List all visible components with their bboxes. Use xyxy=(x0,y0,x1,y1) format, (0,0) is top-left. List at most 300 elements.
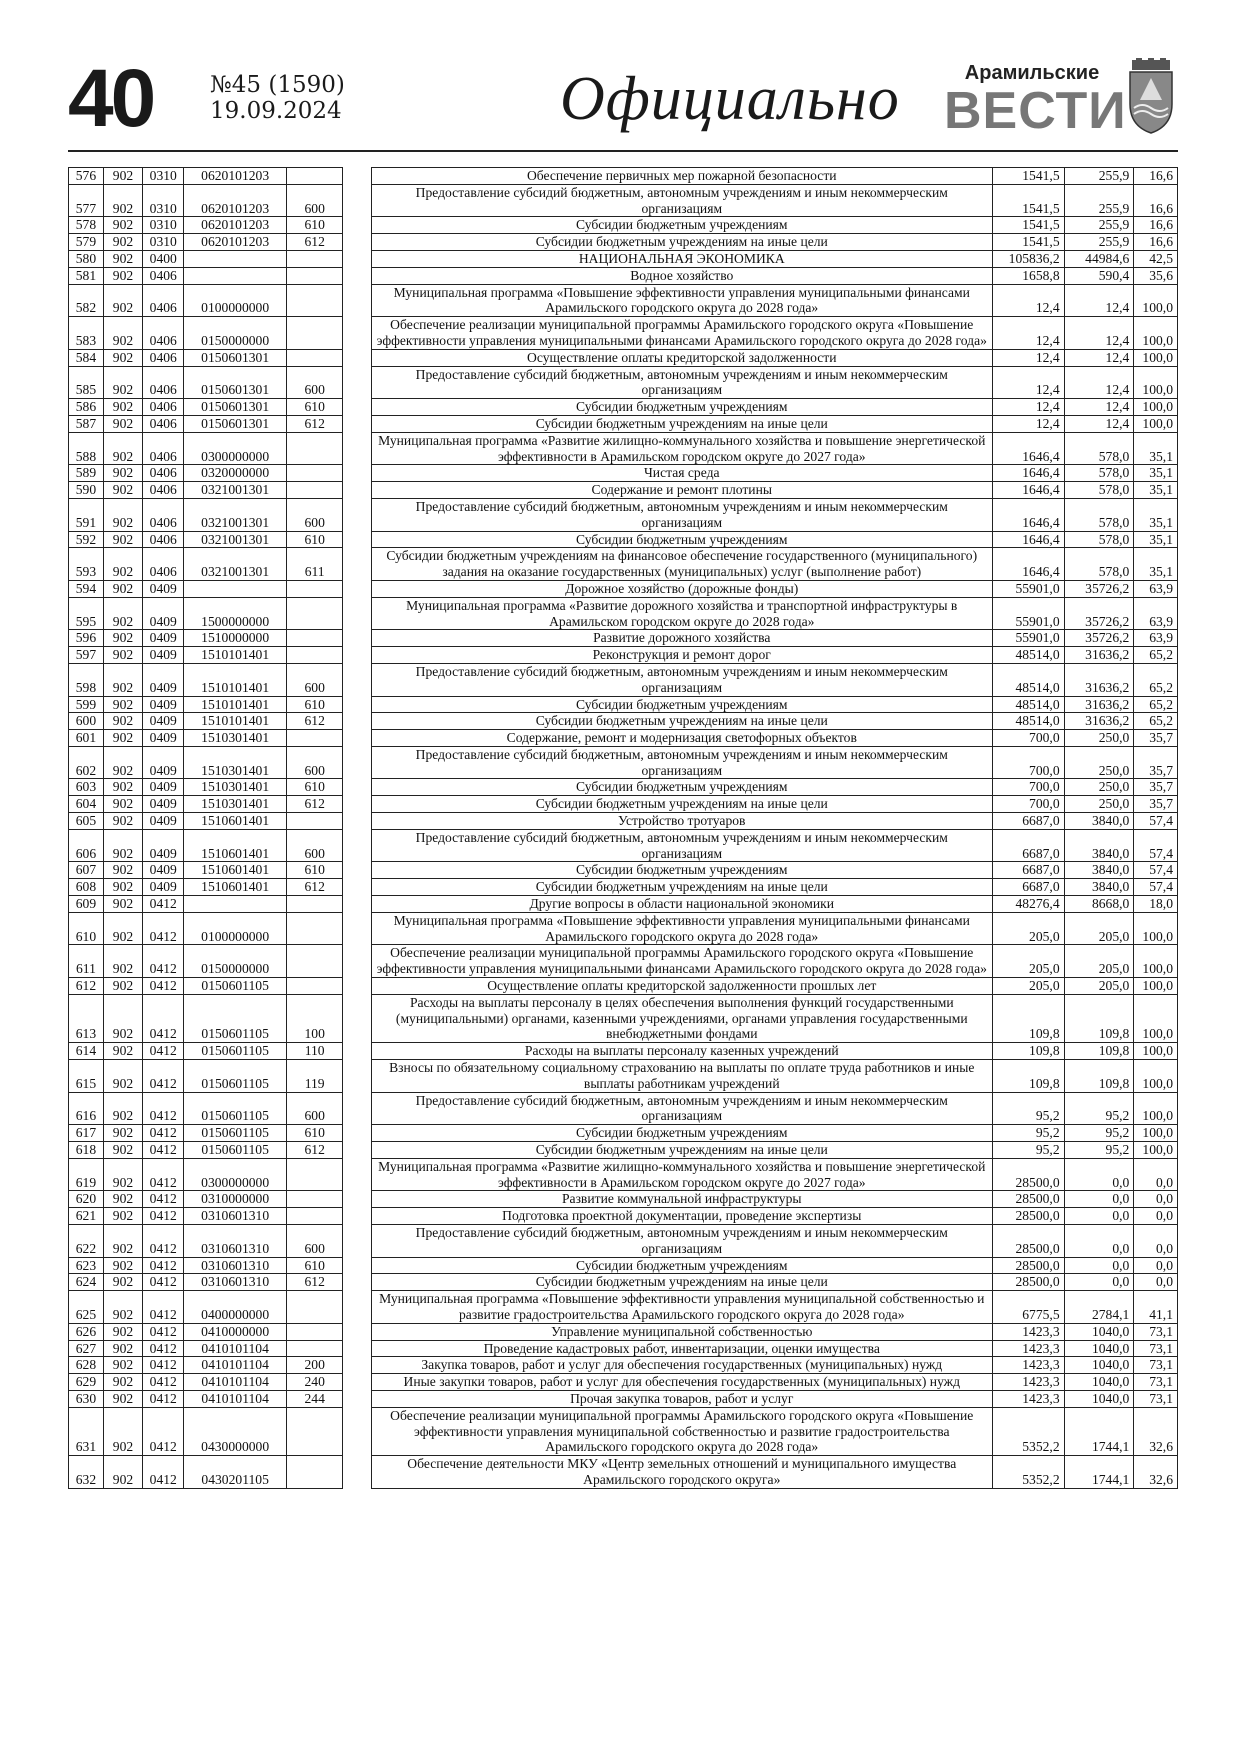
description-cell: Обеспечение деятельности МКУ «Центр земельных отношений и муниципального имущества Арамильского городского округа» xyxy=(371,1456,992,1489)
expense-type-cell xyxy=(286,1291,343,1324)
section-code-cell: 0409 xyxy=(143,597,184,630)
section-code-cell: 0412 xyxy=(143,1456,184,1489)
spacer-cell xyxy=(343,1060,371,1093)
row-number-cell: 617 xyxy=(69,1125,104,1142)
percent-cell: 100,0 xyxy=(1134,945,1178,978)
description-cell: Другие вопросы в области национальной экономики xyxy=(371,896,992,913)
spacer-cell xyxy=(343,415,371,432)
planned-amount-cell: 95,2 xyxy=(992,1142,1064,1159)
target-article-cell: 1510601401 xyxy=(184,813,286,830)
expense-type-cell: 611 xyxy=(286,548,343,581)
row-number-cell: 631 xyxy=(69,1407,104,1455)
section-code-cell: 0412 xyxy=(143,1158,184,1191)
spacer-cell xyxy=(343,1142,371,1159)
table-row xyxy=(69,1158,1178,1191)
budget-rows xyxy=(69,168,1178,1489)
target-article-cell: 0150601105 xyxy=(184,1060,286,1093)
section-code-cell: 0409 xyxy=(143,713,184,730)
section-code-cell: 0406 xyxy=(143,267,184,284)
section-code-cell: 0412 xyxy=(143,994,184,1042)
executed-amount-cell: 578,0 xyxy=(1064,498,1134,531)
table-row xyxy=(69,1374,1178,1391)
description-cell: Муниципальная программа «Развитие дорожного хозяйства и транспортной инфраструктуры в Арамильском городском округе до 2028 года» xyxy=(371,597,992,630)
ministry-code-cell: 902 xyxy=(103,1390,142,1407)
executed-amount-cell: 250,0 xyxy=(1064,746,1134,779)
table-row xyxy=(69,184,1178,217)
planned-amount-cell: 55901,0 xyxy=(992,630,1064,647)
section-code-cell: 0412 xyxy=(143,1125,184,1142)
expense-type-cell: 610 xyxy=(286,1125,343,1142)
row-number-cell: 579 xyxy=(69,234,104,251)
target-article-cell: 1510101401 xyxy=(184,696,286,713)
executed-amount-cell: 250,0 xyxy=(1064,796,1134,813)
target-article-cell: 0410101104 xyxy=(184,1357,286,1374)
planned-amount-cell: 1423,3 xyxy=(992,1323,1064,1340)
table-row xyxy=(69,168,1178,185)
percent-cell: 73,1 xyxy=(1134,1340,1178,1357)
spacer-cell xyxy=(343,366,371,399)
executed-amount-cell: 3840,0 xyxy=(1064,829,1134,862)
ministry-code-cell: 902 xyxy=(103,796,142,813)
section-code-cell: 0406 xyxy=(143,531,184,548)
row-number-cell: 583 xyxy=(69,317,104,350)
ministry-code-cell: 902 xyxy=(103,482,142,499)
planned-amount-cell: 205,0 xyxy=(992,945,1064,978)
executed-amount-cell: 1040,0 xyxy=(1064,1374,1134,1391)
ministry-code-cell: 902 xyxy=(103,779,142,796)
row-number-cell: 622 xyxy=(69,1225,104,1258)
row-number-cell: 603 xyxy=(69,779,104,796)
row-number-cell: 620 xyxy=(69,1191,104,1208)
planned-amount-cell: 28500,0 xyxy=(992,1158,1064,1191)
section-code-cell: 0409 xyxy=(143,813,184,830)
executed-amount-cell: 95,2 xyxy=(1064,1142,1134,1159)
table-row xyxy=(69,1060,1178,1093)
executed-amount-cell: 31636,2 xyxy=(1064,647,1134,664)
table-row xyxy=(69,994,1178,1042)
percent-cell: 0,0 xyxy=(1134,1208,1178,1225)
row-number-cell: 592 xyxy=(69,531,104,548)
planned-amount-cell: 700,0 xyxy=(992,746,1064,779)
spacer-cell xyxy=(343,349,371,366)
ministry-code-cell: 902 xyxy=(103,1357,142,1374)
spacer-cell xyxy=(343,580,371,597)
planned-amount-cell: 1646,4 xyxy=(992,482,1064,499)
percent-cell: 57,4 xyxy=(1134,879,1178,896)
section-code-cell: 0412 xyxy=(143,945,184,978)
section-code-cell: 0406 xyxy=(143,349,184,366)
expense-type-cell xyxy=(286,1191,343,1208)
section-code-cell: 0310 xyxy=(143,234,184,251)
expense-type-cell: 600 xyxy=(286,1092,343,1125)
planned-amount-cell: 6687,0 xyxy=(992,829,1064,862)
row-number-cell: 594 xyxy=(69,580,104,597)
description-cell: Муниципальная программа «Развитие жилищно-коммунального хозяйства и повышение энергетической эффективности в Арамильском городском округе до 2027 года» xyxy=(371,432,992,465)
executed-amount-cell: 205,0 xyxy=(1064,978,1134,995)
target-article-cell: 0321001301 xyxy=(184,482,286,499)
description-cell: Развитие коммунальной инфраструктуры xyxy=(371,1191,992,1208)
spacer-cell xyxy=(343,630,371,647)
executed-amount-cell: 31636,2 xyxy=(1064,696,1134,713)
section-code-cell: 0412 xyxy=(143,1340,184,1357)
spacer-cell xyxy=(343,267,371,284)
ministry-code-cell: 902 xyxy=(103,234,142,251)
ministry-code-cell: 902 xyxy=(103,1208,142,1225)
section-code-cell: 0406 xyxy=(143,482,184,499)
expense-type-cell: 612 xyxy=(286,796,343,813)
description-cell: Развитие дорожного хозяйства xyxy=(371,630,992,647)
planned-amount-cell: 95,2 xyxy=(992,1125,1064,1142)
section-code-cell: 0406 xyxy=(143,284,184,317)
executed-amount-cell: 0,0 xyxy=(1064,1274,1134,1291)
section-code-cell: 0409 xyxy=(143,647,184,664)
percent-cell: 100,0 xyxy=(1134,399,1178,416)
table-row xyxy=(69,267,1178,284)
spacer-cell xyxy=(343,713,371,730)
planned-amount-cell: 1423,3 xyxy=(992,1357,1064,1374)
target-article-cell: 0310601310 xyxy=(184,1208,286,1225)
target-article-cell: 1510101401 xyxy=(184,713,286,730)
description-cell: Подготовка проектной документации, проведение экспертизы xyxy=(371,1208,992,1225)
expense-type-cell: 612 xyxy=(286,415,343,432)
description-cell: Субсидии бюджетным учреждениям xyxy=(371,399,992,416)
target-article-cell: 0410101104 xyxy=(184,1374,286,1391)
ministry-code-cell: 902 xyxy=(103,829,142,862)
executed-amount-cell: 255,9 xyxy=(1064,168,1134,185)
table-row xyxy=(69,879,1178,896)
expense-type-cell: 600 xyxy=(286,184,343,217)
spacer-cell xyxy=(343,663,371,696)
ministry-code-cell: 902 xyxy=(103,630,142,647)
table-row xyxy=(69,779,1178,796)
expense-type-cell: 200 xyxy=(286,1357,343,1374)
expense-type-cell xyxy=(286,1323,343,1340)
executed-amount-cell: 1040,0 xyxy=(1064,1340,1134,1357)
table-row xyxy=(69,696,1178,713)
ministry-code-cell: 902 xyxy=(103,713,142,730)
table-row xyxy=(69,1142,1178,1159)
description-cell: Субсидии бюджетным учреждениям xyxy=(371,1125,992,1142)
percent-cell: 57,4 xyxy=(1134,862,1178,879)
ministry-code-cell: 902 xyxy=(103,1407,142,1455)
table-row xyxy=(69,465,1178,482)
ministry-code-cell: 902 xyxy=(103,531,142,548)
spacer-cell xyxy=(343,548,371,581)
table-row xyxy=(69,630,1178,647)
section-code-cell: 0412 xyxy=(143,1043,184,1060)
executed-amount-cell: 95,2 xyxy=(1064,1125,1134,1142)
percent-cell: 65,2 xyxy=(1134,647,1178,664)
planned-amount-cell: 28500,0 xyxy=(992,1257,1064,1274)
table-row xyxy=(69,597,1178,630)
ministry-code-cell: 902 xyxy=(103,349,142,366)
description-cell: Закупка товаров, работ и услуг для обеспечения государственных (муниципальных) нужд xyxy=(371,1357,992,1374)
row-number-cell: 621 xyxy=(69,1208,104,1225)
target-article-cell: 0430000000 xyxy=(184,1407,286,1455)
row-number-cell: 586 xyxy=(69,399,104,416)
section-code-cell: 0412 xyxy=(143,1142,184,1159)
executed-amount-cell: 2784,1 xyxy=(1064,1291,1134,1324)
description-cell: НАЦИОНАЛЬНАЯ ЭКОНОМИКА xyxy=(371,250,992,267)
target-article-cell: 0150601301 xyxy=(184,415,286,432)
percent-cell: 63,9 xyxy=(1134,597,1178,630)
ministry-code-cell: 902 xyxy=(103,184,142,217)
spacer-cell xyxy=(343,498,371,531)
table-row xyxy=(69,796,1178,813)
executed-amount-cell: 578,0 xyxy=(1064,465,1134,482)
ministry-code-cell: 902 xyxy=(103,1374,142,1391)
section-code-cell: 0409 xyxy=(143,663,184,696)
expense-type-cell: 600 xyxy=(286,663,343,696)
table-row xyxy=(69,1191,1178,1208)
spacer-cell xyxy=(343,730,371,747)
percent-cell: 100,0 xyxy=(1134,1125,1178,1142)
percent-cell: 63,9 xyxy=(1134,580,1178,597)
ministry-code-cell: 902 xyxy=(103,896,142,913)
spacer-cell xyxy=(343,779,371,796)
executed-amount-cell: 3840,0 xyxy=(1064,813,1134,830)
ministry-code-cell: 902 xyxy=(103,498,142,531)
section-code-cell: 0412 xyxy=(143,1390,184,1407)
section-title: Официально xyxy=(560,65,900,133)
row-number-cell: 589 xyxy=(69,465,104,482)
row-number-cell: 615 xyxy=(69,1060,104,1093)
target-article-cell: 1510000000 xyxy=(184,630,286,647)
row-number-cell: 580 xyxy=(69,250,104,267)
spacer-cell xyxy=(343,1291,371,1324)
table-row xyxy=(69,432,1178,465)
expense-type-cell: 610 xyxy=(286,696,343,713)
planned-amount-cell: 700,0 xyxy=(992,779,1064,796)
budget-table xyxy=(68,167,1178,1489)
ministry-code-cell: 902 xyxy=(103,945,142,978)
target-article-cell: 0620101203 xyxy=(184,217,286,234)
planned-amount-cell: 6687,0 xyxy=(992,813,1064,830)
spacer-cell xyxy=(343,879,371,896)
row-number-cell: 593 xyxy=(69,548,104,581)
ministry-code-cell: 902 xyxy=(103,1257,142,1274)
table-row xyxy=(69,1323,1178,1340)
table-row xyxy=(69,399,1178,416)
description-cell: Субсидии бюджетным учреждениям на иные цели xyxy=(371,1142,992,1159)
executed-amount-cell: 1040,0 xyxy=(1064,1390,1134,1407)
percent-cell: 16,6 xyxy=(1134,168,1178,185)
spacer-cell xyxy=(343,896,371,913)
description-cell: Субсидии бюджетным учреждениям на иные цели xyxy=(371,1274,992,1291)
planned-amount-cell: 1423,3 xyxy=(992,1374,1064,1391)
planned-amount-cell: 6687,0 xyxy=(992,879,1064,896)
row-number-cell: 578 xyxy=(69,217,104,234)
expense-type-cell xyxy=(286,896,343,913)
executed-amount-cell: 44984,6 xyxy=(1064,250,1134,267)
section-code-cell: 0409 xyxy=(143,796,184,813)
planned-amount-cell: 6775,5 xyxy=(992,1291,1064,1324)
table-row xyxy=(69,1274,1178,1291)
ministry-code-cell: 902 xyxy=(103,465,142,482)
executed-amount-cell: 255,9 xyxy=(1064,184,1134,217)
spacer-cell xyxy=(343,432,371,465)
description-cell: Осуществление оплаты кредиторской задолженности xyxy=(371,349,992,366)
expense-type-cell xyxy=(286,250,343,267)
target-article-cell: 0320000000 xyxy=(184,465,286,482)
ministry-code-cell: 902 xyxy=(103,168,142,185)
ministry-code-cell: 902 xyxy=(103,250,142,267)
row-number-cell: 585 xyxy=(69,366,104,399)
description-cell: Иные закупки товаров, работ и услуг для обеспечения государственных (муниципальных) нужд xyxy=(371,1374,992,1391)
target-article-cell: 0620101203 xyxy=(184,184,286,217)
planned-amount-cell: 48276,4 xyxy=(992,896,1064,913)
planned-amount-cell: 28500,0 xyxy=(992,1274,1064,1291)
section-code-cell: 0412 xyxy=(143,912,184,945)
executed-amount-cell: 1744,1 xyxy=(1064,1456,1134,1489)
target-article-cell: 1500000000 xyxy=(184,597,286,630)
spacer-cell xyxy=(343,1357,371,1374)
target-article-cell xyxy=(184,250,286,267)
table-row xyxy=(69,1291,1178,1324)
row-number-cell: 597 xyxy=(69,647,104,664)
expense-type-cell xyxy=(286,267,343,284)
executed-amount-cell: 31636,2 xyxy=(1064,713,1134,730)
expense-type-cell xyxy=(286,1340,343,1357)
percent-cell: 35,1 xyxy=(1134,531,1178,548)
expense-type-cell xyxy=(286,168,343,185)
issue-date: 19.09.2024 xyxy=(210,98,342,124)
target-article-cell: 0430201105 xyxy=(184,1456,286,1489)
ministry-code-cell: 902 xyxy=(103,1274,142,1291)
table-row xyxy=(69,317,1178,350)
table-row xyxy=(69,896,1178,913)
table-row xyxy=(69,250,1178,267)
target-article-cell: 0300000000 xyxy=(184,432,286,465)
section-code-cell: 0412 xyxy=(143,1291,184,1324)
description-cell: Муниципальная программа «Повышение эффективности управления муниципальной собственностью и развитие градостроительства Арамильского городского округа до 2028 года» xyxy=(371,1291,992,1324)
target-article-cell: 0100000000 xyxy=(184,284,286,317)
target-article-cell: 1510301401 xyxy=(184,796,286,813)
description-cell: Субсидии бюджетным учреждениям на финансовое обеспечение государственного (муниципального) задания на оказание государственных (муниципальных) услуг (выполнение работ) xyxy=(371,548,992,581)
table-row xyxy=(69,1092,1178,1125)
description-cell: Осуществление оплаты кредиторской задолженности прошлых лет xyxy=(371,978,992,995)
executed-amount-cell: 0,0 xyxy=(1064,1158,1134,1191)
spacer-cell xyxy=(343,1158,371,1191)
target-article-cell xyxy=(184,267,286,284)
description-cell: Обеспечение реализации муниципальной программы Арамильского городского округа «Повышение эффективности управления муниципальной собственностью и развитие градостроительства Арамильского городского округа до 2028 года» xyxy=(371,1407,992,1455)
expense-type-cell xyxy=(286,597,343,630)
description-cell: Обеспечение первичных мер пожарной безопасности xyxy=(371,168,992,185)
table-row xyxy=(69,1043,1178,1060)
description-cell: Предоставление субсидий бюджетным, автономным учреждениям и иным некоммерческим организациям xyxy=(371,498,992,531)
executed-amount-cell: 578,0 xyxy=(1064,531,1134,548)
expense-type-cell xyxy=(286,1208,343,1225)
spacer-cell xyxy=(343,696,371,713)
executed-amount-cell: 95,2 xyxy=(1064,1092,1134,1125)
target-article-cell: 1510301401 xyxy=(184,730,286,747)
planned-amount-cell: 205,0 xyxy=(992,978,1064,995)
description-cell: Муниципальная программа «Развитие жилищно-коммунального хозяйства и повышение энергетической эффективности в Арамильском городском округе до 2027 года» xyxy=(371,1158,992,1191)
target-article-cell: 1510601401 xyxy=(184,829,286,862)
expense-type-cell: 612 xyxy=(286,1142,343,1159)
description-cell: Взносы по обязательному социальному страхованию на выплаты по оплате труда работников и иные выплаты работникам учреждений xyxy=(371,1060,992,1093)
planned-amount-cell: 109,8 xyxy=(992,1060,1064,1093)
row-number-cell: 618 xyxy=(69,1142,104,1159)
description-cell: Водное хозяйство xyxy=(371,267,992,284)
section-code-cell: 0310 xyxy=(143,168,184,185)
ministry-code-cell: 902 xyxy=(103,1043,142,1060)
executed-amount-cell: 1040,0 xyxy=(1064,1323,1134,1340)
row-number-cell: 632 xyxy=(69,1456,104,1489)
section-code-cell: 0412 xyxy=(143,1323,184,1340)
table-row xyxy=(69,746,1178,779)
section-code-cell: 0406 xyxy=(143,548,184,581)
executed-amount-cell: 590,4 xyxy=(1064,267,1134,284)
executed-amount-cell: 35726,2 xyxy=(1064,630,1134,647)
spacer-cell xyxy=(343,945,371,978)
executed-amount-cell: 109,8 xyxy=(1064,1060,1134,1093)
logo-main-text: ВЕСТИ xyxy=(944,82,1127,140)
row-number-cell: 610 xyxy=(69,912,104,945)
spacer-cell xyxy=(343,1043,371,1060)
executed-amount-cell: 250,0 xyxy=(1064,779,1134,796)
expense-type-cell: 600 xyxy=(286,1225,343,1258)
expense-type-cell: 610 xyxy=(286,399,343,416)
planned-amount-cell: 28500,0 xyxy=(992,1191,1064,1208)
spacer-cell xyxy=(343,1340,371,1357)
percent-cell: 35,7 xyxy=(1134,796,1178,813)
percent-cell: 73,1 xyxy=(1134,1323,1178,1340)
section-code-cell: 0406 xyxy=(143,432,184,465)
description-cell: Субсидии бюджетным учреждениям на иные цели xyxy=(371,796,992,813)
row-number-cell: 590 xyxy=(69,482,104,499)
section-code-cell: 0409 xyxy=(143,580,184,597)
table-row xyxy=(69,1208,1178,1225)
planned-amount-cell: 12,4 xyxy=(992,399,1064,416)
percent-cell: 57,4 xyxy=(1134,813,1178,830)
row-number-cell: 625 xyxy=(69,1291,104,1324)
table-row xyxy=(69,1340,1178,1357)
row-number-cell: 612 xyxy=(69,978,104,995)
description-cell: Предоставление субсидий бюджетным, автономным учреждениям и иным некоммерческим организациям xyxy=(371,829,992,862)
target-article-cell: 1510101401 xyxy=(184,647,286,664)
executed-amount-cell: 35726,2 xyxy=(1064,597,1134,630)
section-code-cell: 0409 xyxy=(143,630,184,647)
row-number-cell: 608 xyxy=(69,879,104,896)
description-cell: Предоставление субсидий бюджетным, автономным учреждениям и иным некоммерческим организациям xyxy=(371,746,992,779)
spacer-cell xyxy=(343,1092,371,1125)
issue-number: №45 (1590) xyxy=(210,72,345,98)
section-code-cell: 0310 xyxy=(143,184,184,217)
target-article-cell: 0150000000 xyxy=(184,945,286,978)
expense-type-cell: 610 xyxy=(286,1257,343,1274)
expense-type-cell xyxy=(286,432,343,465)
description-cell: Предоставление субсидий бюджетным, автономным учреждениям и иным некоммерческим организациям xyxy=(371,663,992,696)
description-cell: Субсидии бюджетным учреждениям xyxy=(371,779,992,796)
ministry-code-cell: 902 xyxy=(103,994,142,1042)
target-article-cell: 0150601105 xyxy=(184,1092,286,1125)
expense-type-cell: 600 xyxy=(286,366,343,399)
section-code-cell: 0412 xyxy=(143,1357,184,1374)
expense-type-cell xyxy=(286,945,343,978)
expense-type-cell: 610 xyxy=(286,217,343,234)
planned-amount-cell: 95,2 xyxy=(992,1092,1064,1125)
planned-amount-cell: 12,4 xyxy=(992,349,1064,366)
row-number-cell: 619 xyxy=(69,1158,104,1191)
executed-amount-cell: 1744,1 xyxy=(1064,1407,1134,1455)
expense-type-cell: 600 xyxy=(286,746,343,779)
percent-cell: 100,0 xyxy=(1134,994,1178,1042)
ministry-code-cell: 902 xyxy=(103,912,142,945)
spacer-cell xyxy=(343,597,371,630)
spacer-cell xyxy=(343,184,371,217)
description-cell: Реконструкция и ремонт дорог xyxy=(371,647,992,664)
